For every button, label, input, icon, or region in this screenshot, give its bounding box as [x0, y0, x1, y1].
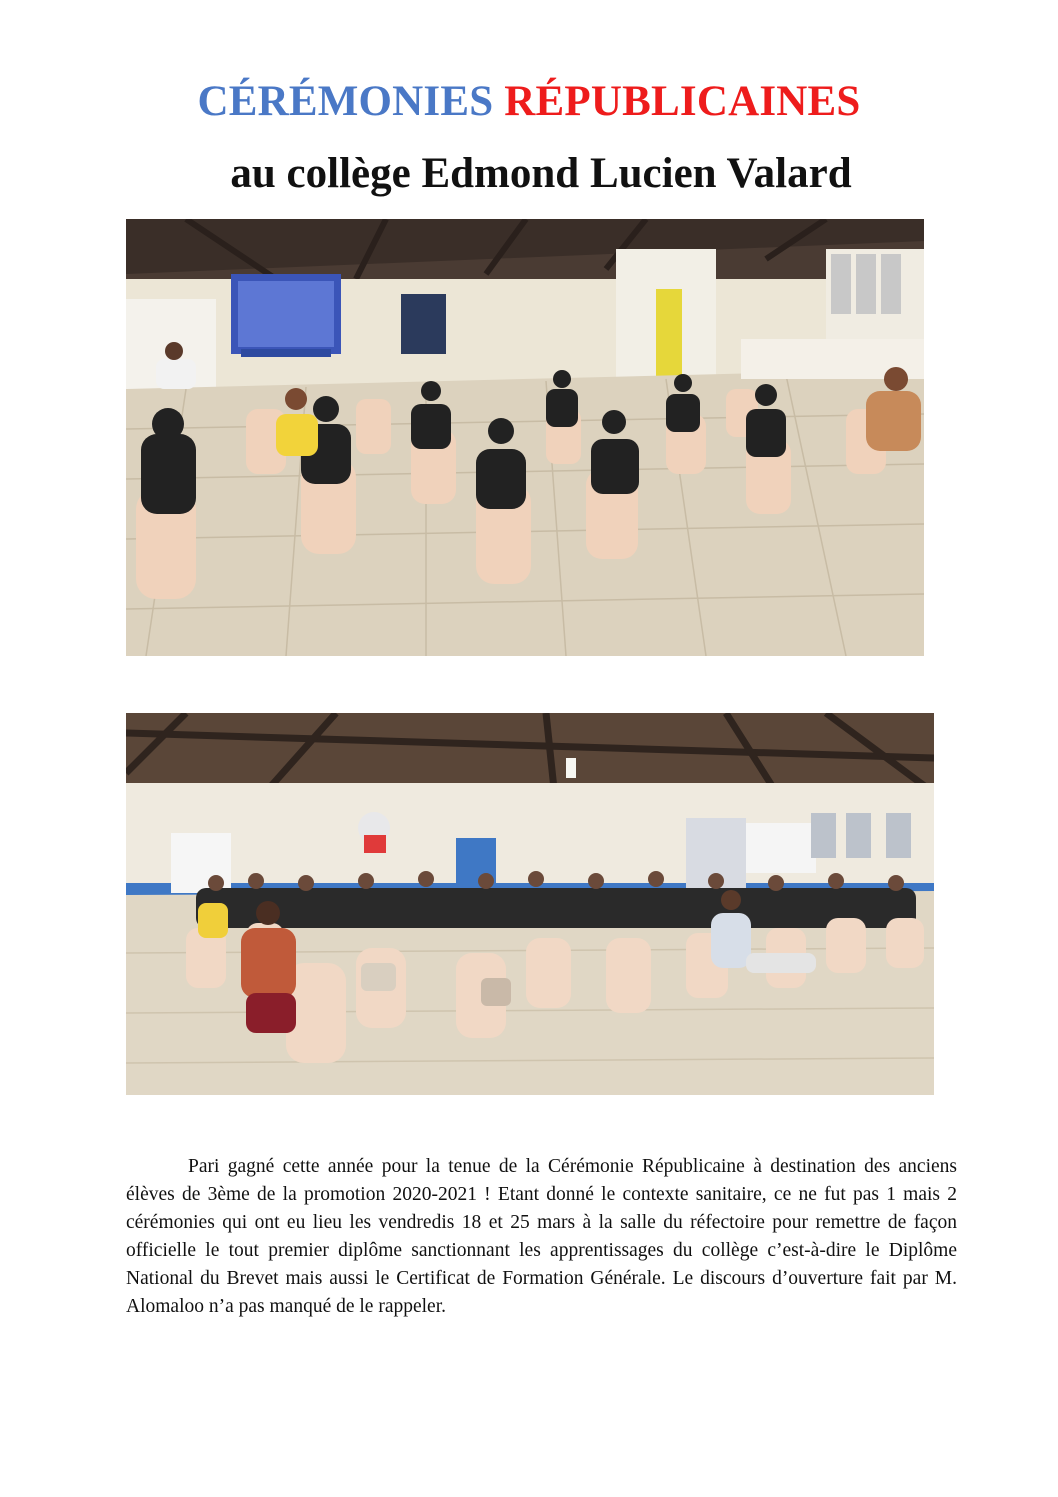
article-paragraph: Pari gagné cette année pour la tenue de la Cérémonie Républicaine à destination des anciens élèves de 3ème de la promotion 2020-2021 ! Etant donné le contexte sanitaire, ce ne fut pas 1 mais 2 cérémonies qui ont eu lieu les vendredis 18 et 25 mars à la salle du réfectoire pour remettre de façon officielle le tout premier diplôme sanctionnant les apprentissages du collège c’est-à-dire le Diplôme National du Brevet mais aussi le Certificat de Formation Générale. Le discours d’ouverture fait par M. Alomaloo n’a pas manqué de le rappeler. — [126, 1156, 957, 1317]
photo-ceremony-hall-drawing — [126, 713, 934, 1095]
photo-ceremony-projection — [126, 219, 924, 656]
photo-ceremony-hall — [126, 713, 934, 1095]
page-title — [0, 76, 1058, 128]
page-subtitle: au collège Edmond Lucien Valard — [230, 150, 852, 197]
photo-ceremony-projection-drawing — [126, 219, 924, 656]
title-word-blue: CÉRÉMONIES — [197, 78, 494, 125]
title-word-red: RÉPUBLICAINES — [504, 78, 861, 125]
